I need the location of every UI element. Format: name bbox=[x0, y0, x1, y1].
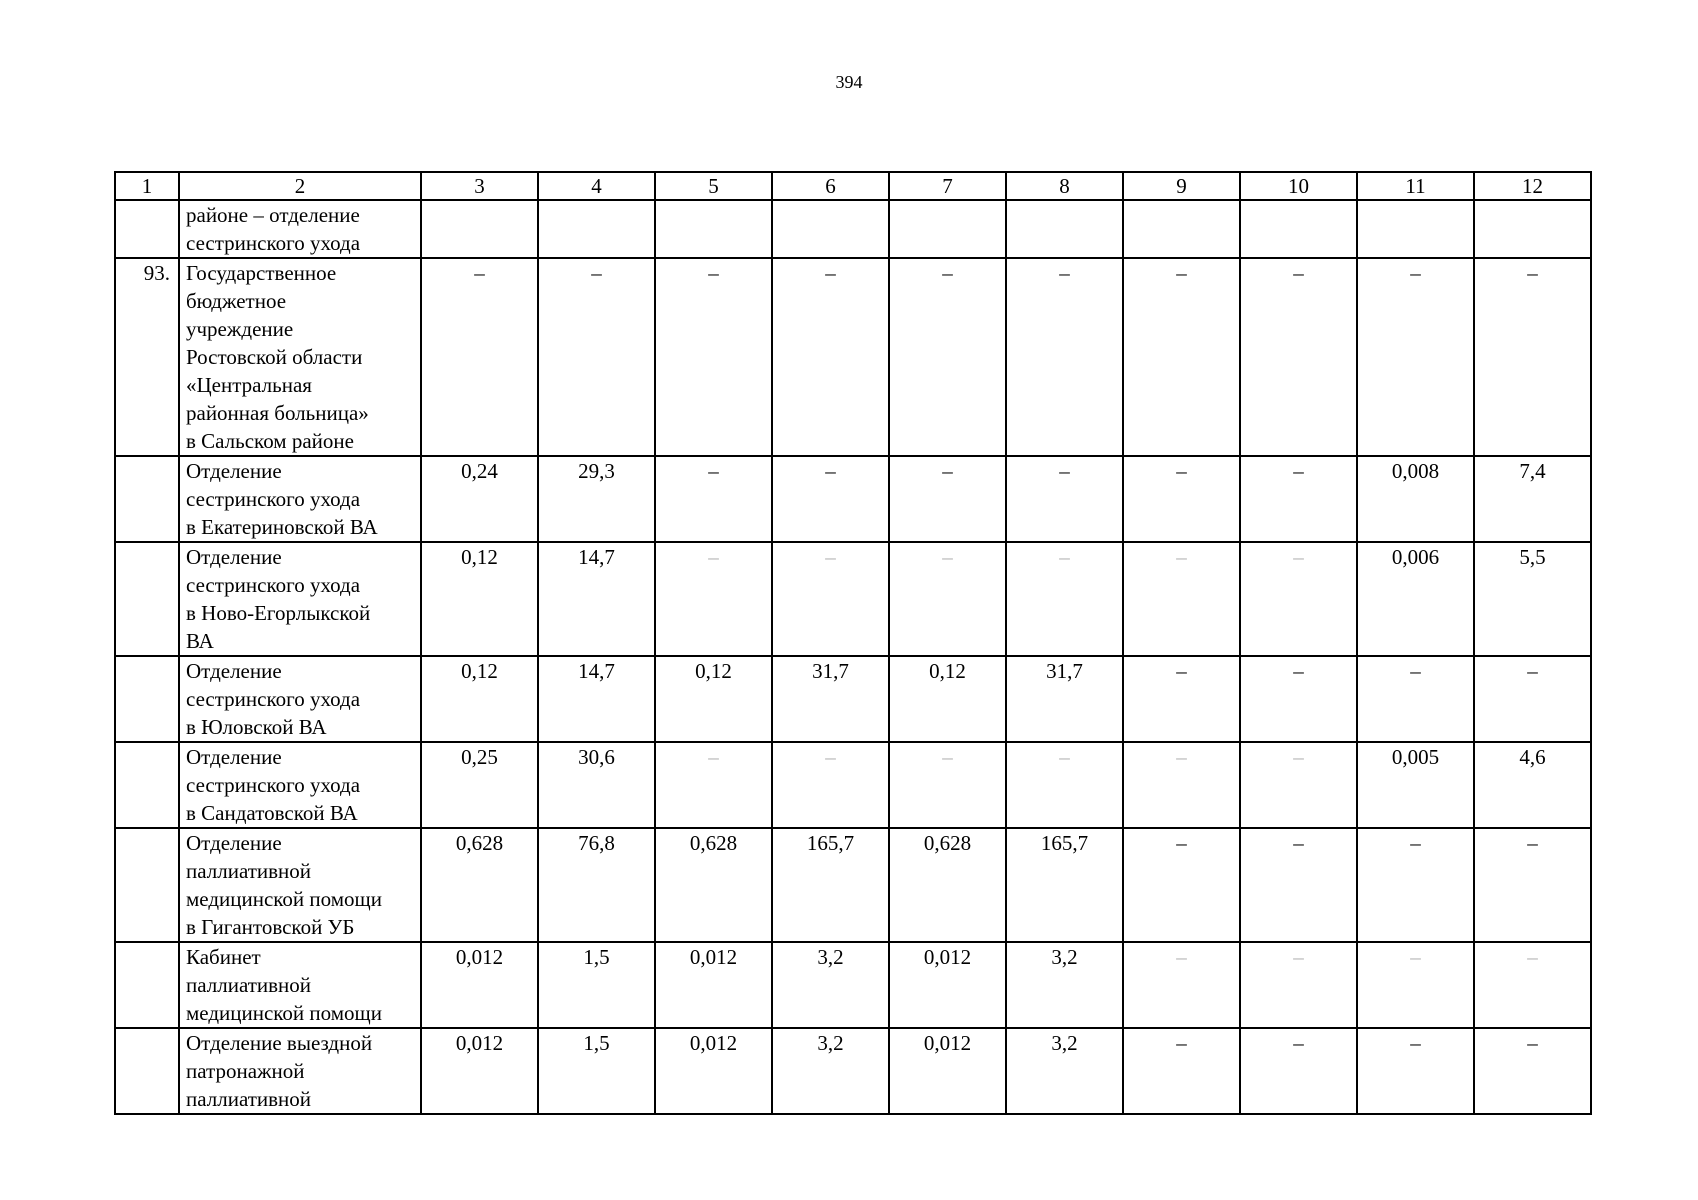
value-cell: – bbox=[1474, 828, 1591, 942]
row-name-line: Кабинет bbox=[186, 945, 261, 969]
table-row bbox=[115, 1028, 1591, 1114]
value-cell: 14,7 bbox=[538, 542, 655, 656]
table-row bbox=[115, 828, 1591, 942]
value-cell bbox=[1240, 200, 1357, 258]
value-cell: – bbox=[1123, 542, 1240, 656]
table-row bbox=[115, 656, 1591, 742]
row-name bbox=[179, 742, 421, 828]
row-name-line: Государственное bbox=[186, 261, 337, 285]
row-name-line: Отделение bbox=[186, 659, 282, 683]
row-name-line: Ростовской области bbox=[186, 345, 363, 369]
row-name-line: сестринского ухода bbox=[186, 487, 361, 511]
value-cell: 31,7 bbox=[772, 656, 889, 742]
row-name-line: районе – отделение bbox=[186, 203, 360, 227]
row-name bbox=[179, 258, 421, 456]
row-name-line: сестринского ухода bbox=[186, 231, 361, 255]
value-cell: – bbox=[772, 742, 889, 828]
row-name bbox=[179, 942, 421, 1028]
value-cell: 14,7 bbox=[538, 656, 655, 742]
value-cell: 7,4 bbox=[1474, 456, 1591, 542]
value-cell: 0,012 bbox=[655, 1028, 772, 1114]
value-cell: 0,12 bbox=[889, 656, 1006, 742]
row-name-line: в Сандатовской ВА bbox=[186, 801, 358, 825]
row-name-line: Отделение bbox=[186, 545, 282, 569]
row-name-line: в Ново-Егорлыкской bbox=[186, 601, 371, 625]
value-cell: – bbox=[1357, 656, 1474, 742]
value-cell: 0,012 bbox=[655, 942, 772, 1028]
value-cell: – bbox=[1006, 456, 1123, 542]
value-cell: – bbox=[1474, 1028, 1591, 1114]
row-name bbox=[179, 200, 421, 258]
value-cell: – bbox=[889, 258, 1006, 456]
value-cell: – bbox=[1240, 456, 1357, 542]
value-cell: – bbox=[1240, 1028, 1357, 1114]
row-name-line: патронажной bbox=[186, 1059, 305, 1083]
row-name-line: Отделение bbox=[186, 745, 282, 769]
value-cell: – bbox=[655, 456, 772, 542]
row-name bbox=[179, 656, 421, 742]
value-cell bbox=[1357, 200, 1474, 258]
value-cell: – bbox=[889, 742, 1006, 828]
value-cell: 1,5 bbox=[538, 942, 655, 1028]
row-number bbox=[115, 742, 179, 828]
value-cell: 0,12 bbox=[421, 656, 538, 742]
row-name-line: Отделение bbox=[186, 831, 282, 855]
value-cell: 3,2 bbox=[1006, 1028, 1123, 1114]
value-cell: – bbox=[1006, 258, 1123, 456]
row-name-line: паллиативной bbox=[186, 1087, 312, 1111]
row-name-line: медицинской помощи bbox=[186, 887, 382, 911]
value-cell: 1,5 bbox=[538, 1028, 655, 1114]
row-name bbox=[179, 1028, 421, 1114]
row-number bbox=[115, 542, 179, 656]
row-name-line: «Центральная bbox=[186, 373, 312, 397]
value-cell: – bbox=[772, 456, 889, 542]
value-cell: 76,8 bbox=[538, 828, 655, 942]
row-name-line: сестринского ухода bbox=[186, 573, 361, 597]
header-cell: 10 bbox=[1240, 172, 1357, 200]
value-cell: 3,2 bbox=[772, 942, 889, 1028]
value-cell: 29,3 bbox=[538, 456, 655, 542]
row-number bbox=[115, 828, 179, 942]
row-name-line: в Юловской ВА bbox=[186, 715, 327, 739]
value-cell: 0,12 bbox=[655, 656, 772, 742]
value-cell: – bbox=[1240, 742, 1357, 828]
value-cell: 0,012 bbox=[421, 1028, 538, 1114]
value-cell: 0,008 bbox=[1357, 456, 1474, 542]
table-row bbox=[115, 942, 1591, 1028]
value-cell: 0,005 bbox=[1357, 742, 1474, 828]
value-cell bbox=[772, 200, 889, 258]
row-number bbox=[115, 1028, 179, 1114]
value-cell: 3,2 bbox=[1006, 942, 1123, 1028]
row-number bbox=[115, 942, 179, 1028]
value-cell: – bbox=[1006, 742, 1123, 828]
row-name-line: в Екатериновской ВА bbox=[186, 515, 378, 539]
value-cell: – bbox=[889, 456, 1006, 542]
value-cell: 0,12 bbox=[421, 542, 538, 656]
row-name-line: районная больница» bbox=[186, 401, 369, 425]
value-cell: – bbox=[1123, 742, 1240, 828]
value-cell: – bbox=[1240, 258, 1357, 456]
row-name-line: медицинской помощи bbox=[186, 1001, 382, 1025]
value-cell: 0,25 bbox=[421, 742, 538, 828]
value-cell: – bbox=[1240, 828, 1357, 942]
value-cell: – bbox=[1357, 828, 1474, 942]
table-row bbox=[115, 258, 1591, 456]
value-cell bbox=[1474, 200, 1591, 258]
row-name-line: Отделение выездной bbox=[186, 1031, 373, 1055]
value-cell: 5,5 bbox=[1474, 542, 1591, 656]
value-cell: 0,628 bbox=[889, 828, 1006, 942]
value-cell: – bbox=[1240, 656, 1357, 742]
row-name bbox=[179, 542, 421, 656]
row-name-line: в Сальском районе bbox=[186, 429, 354, 453]
value-cell: – bbox=[1123, 1028, 1240, 1114]
value-cell: – bbox=[1240, 542, 1357, 656]
page-number: 394 bbox=[835, 72, 863, 92]
value-cell: 30,6 bbox=[538, 742, 655, 828]
row-name-line: учреждение bbox=[186, 317, 294, 341]
header-cell: 7 bbox=[889, 172, 1006, 200]
value-cell: – bbox=[1357, 942, 1474, 1028]
value-cell: – bbox=[1240, 942, 1357, 1028]
header-cell: 4 bbox=[538, 172, 655, 200]
row-number bbox=[115, 456, 179, 542]
value-cell: – bbox=[1474, 656, 1591, 742]
value-cell: 4,6 bbox=[1474, 742, 1591, 828]
value-cell: 165,7 bbox=[1006, 828, 1123, 942]
row-name-line: в Гигантовской УБ bbox=[186, 915, 355, 939]
value-cell: – bbox=[889, 542, 1006, 656]
row-number: 93. bbox=[115, 258, 179, 456]
value-cell: 0,24 bbox=[421, 456, 538, 542]
value-cell bbox=[889, 200, 1006, 258]
value-cell bbox=[655, 200, 772, 258]
row-name-line: сестринского ухода bbox=[186, 773, 361, 797]
value-cell: – bbox=[1123, 258, 1240, 456]
header-cell: 11 bbox=[1357, 172, 1474, 200]
table-row bbox=[115, 200, 1591, 258]
value-cell: – bbox=[1357, 1028, 1474, 1114]
value-cell: – bbox=[1357, 258, 1474, 456]
row-name-line: паллиативной bbox=[186, 859, 312, 883]
header-cell: 2 bbox=[179, 172, 421, 200]
value-cell: – bbox=[655, 542, 772, 656]
header-cell: 6 bbox=[772, 172, 889, 200]
value-cell: – bbox=[1123, 656, 1240, 742]
value-cell: – bbox=[772, 258, 889, 456]
value-cell: 0,012 bbox=[889, 942, 1006, 1028]
value-cell: – bbox=[421, 258, 538, 456]
value-cell: 165,7 bbox=[772, 828, 889, 942]
value-cell: – bbox=[1474, 942, 1591, 1028]
value-cell: – bbox=[1123, 456, 1240, 542]
header-cell: 5 bbox=[655, 172, 772, 200]
value-cell: – bbox=[772, 542, 889, 656]
header-cell: 12 bbox=[1474, 172, 1591, 200]
header-row bbox=[115, 172, 1591, 200]
row-name-line: Отделение bbox=[186, 459, 282, 483]
value-cell bbox=[1123, 200, 1240, 258]
value-cell: 0,628 bbox=[421, 828, 538, 942]
value-cell: 0,628 bbox=[655, 828, 772, 942]
value-cell: – bbox=[1474, 258, 1591, 456]
row-number bbox=[115, 200, 179, 258]
value-cell: – bbox=[655, 258, 772, 456]
table-row bbox=[115, 542, 1591, 656]
value-cell bbox=[1006, 200, 1123, 258]
table-row bbox=[115, 742, 1591, 828]
row-name-line: ВА bbox=[186, 629, 214, 653]
row-name bbox=[179, 456, 421, 542]
value-cell: – bbox=[538, 258, 655, 456]
row-name-line: бюджетное bbox=[186, 289, 287, 313]
value-cell: – bbox=[655, 742, 772, 828]
value-cell: 0,012 bbox=[889, 1028, 1006, 1114]
row-name-line: паллиативной bbox=[186, 973, 312, 997]
value-cell: – bbox=[1123, 828, 1240, 942]
header-cell: 8 bbox=[1006, 172, 1123, 200]
value-cell bbox=[538, 200, 655, 258]
header-cell: 1 bbox=[115, 172, 179, 200]
row-number bbox=[115, 656, 179, 742]
value-cell: 31,7 bbox=[1006, 656, 1123, 742]
value-cell: – bbox=[1123, 942, 1240, 1028]
table-row bbox=[115, 456, 1591, 542]
value-cell: 0,006 bbox=[1357, 542, 1474, 656]
data-table bbox=[114, 171, 1592, 1115]
value-cell bbox=[421, 200, 538, 258]
value-cell: 3,2 bbox=[772, 1028, 889, 1114]
header-cell: 9 bbox=[1123, 172, 1240, 200]
row-name-line: сестринского ухода bbox=[186, 687, 361, 711]
row-name bbox=[179, 828, 421, 942]
value-cell: – bbox=[1006, 542, 1123, 656]
header-cell: 3 bbox=[421, 172, 538, 200]
value-cell: 0,012 bbox=[421, 942, 538, 1028]
